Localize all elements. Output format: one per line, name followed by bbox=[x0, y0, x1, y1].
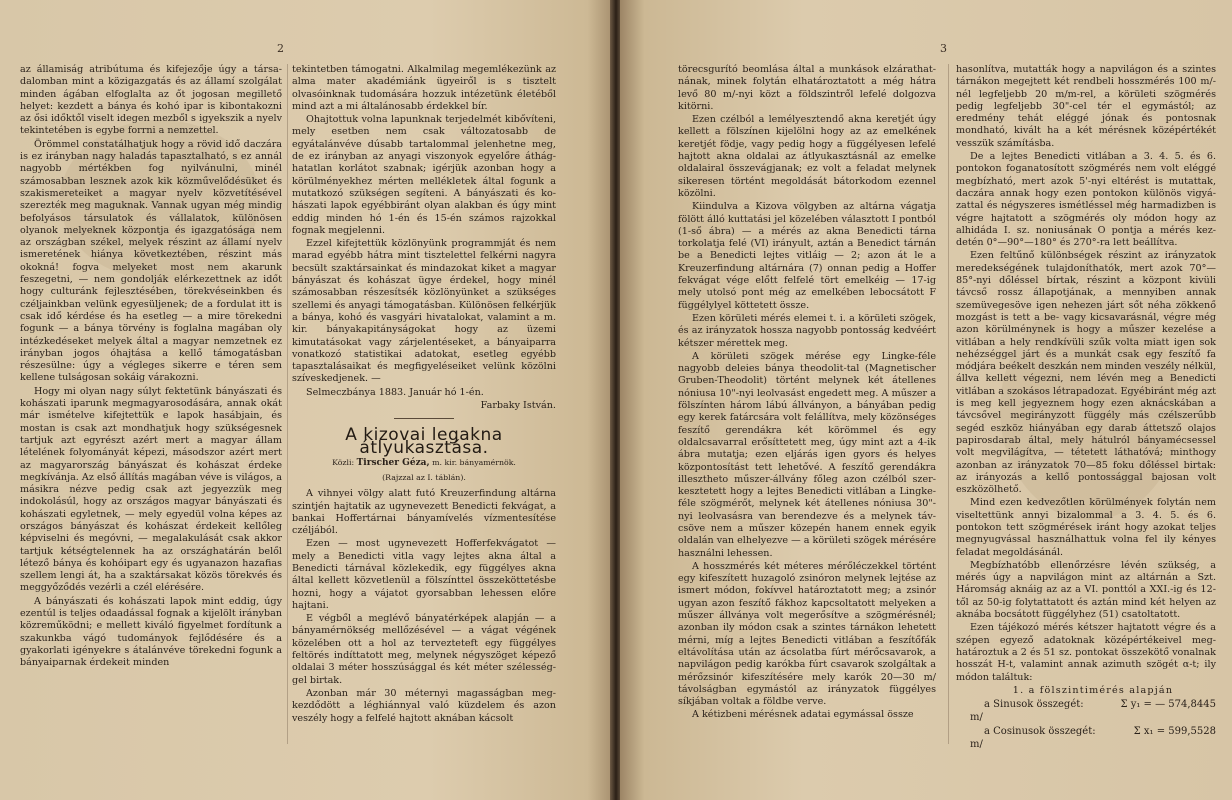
article-title: A kizovai legakna átlyukasztása. bbox=[345, 425, 503, 458]
page-number: 2 bbox=[277, 42, 284, 55]
paragraph: Ezen feltűnő különbségek részint az irányzatok meredekségének tulajdoníthatók, mert azok 70°—85°-nyi dőléssel bírtak, részint a központ kivüli távcső rossz állapotjának, a mennyiben annak szemüvegesöve igen nehezen járt sőt néha zökkenő mozgást is tett a be- vagy kicsavarásnál, végre még azon körülménynek is hogy a műszer kezelése a vitlában a hely rendkívüli szűk volta miatt igen sok nehézséggel járt és a munkát csak egy feszítő fa módjára beékelt deszkán nem minden veszély nélkül, állva kellett végezni, nem lévén meg a Benedicti vitlában a szokásos létrapadozat. Egyébiránt még azt is meg kell jegyeznem hogy ezen aknácskában a távcsővel megirányzott függély más czélszerűbb segéd eszköz hiányában egy darab áttetsző olajos papirosdarab által, mely hátulról bányamécsessel volt megvilágítva, — tétetett láthatóvá; minthogy azonban az irányzatok 70—85 foku dőléssel birtak: az irányozás a kellő pontossággal bajosan volt eszközölhető. bbox=[956, 250, 1216, 496]
paragraph: tekintetben támogatni. Alkalmilag megemlékezünk az alma mater akadémiánk ügyeiről is s tisztelt olvasóinknak tudomására hozzuk intézetünk életéből mind azt a mi általánosabb érdekkel bír. bbox=[292, 64, 556, 112]
left-page bbox=[0, 0, 612, 800]
section-heading: 1. a fölszintimérés alapján bbox=[1012, 684, 1174, 696]
paragraph: De a lejtes Benedicti vitlában a 3. 4. 5. és 6. pontokon foganatosított szögmérés nem volt eléggé megbízható, mert azok 5'-nyi eltérést is mutattak, daczára annak hogy ezen pontokon különös vigyázattal és négyszeres ismétléssel még harmadizben is végre hajtatott a szögmérés oly módon hogy az alhidáda I. sz. noniusának O pontja a mérés kezdetén 0°—90°—180° és 270°-ra lett beállítva. bbox=[956, 151, 1216, 249]
formula-line bbox=[956, 725, 1216, 751]
paragraph: az államiság atribútuma és kifejezője úgy a társadalomban mint a közigazgatás és az államí szolgálat minden ágában elfoglalta az őt jogosan megillető helyet: kezdett a bánya és kohó ipar is kibontakozni az ősi időktől viselt idegen mezből s igyekszik a nyelv tekintetében is egybe forrni a nemzettel. bbox=[20, 64, 282, 137]
paragraph: Megbízhatóbb ellenőrzésre lévén szükség, a mérés úgy a napvilágon mint az altárnán a Szt. Háromság aknáig az az a VI. ponttól a XXI.-ig és 12-től az 50-ig folytattatott és aztán mind két helyen az aknába bocsátott függélyhez (51) csatoltatott. bbox=[956, 559, 1216, 621]
column-divider bbox=[287, 64, 288, 744]
paragraph: Mind ezen kedvezőtlen körülmények folytán nem viseltettünk annyi bizalommal a 3. 4. 5. és 6. pontokon tett szögmérések iránt hogy azokat teljes megnyugvással használhattuk volna fel ily kényes feladat megoldásánál. bbox=[956, 497, 1216, 558]
formula-label: a Sinusok összegét: bbox=[984, 699, 1084, 711]
paragraph: hasonlítva, mutatták hogy a napvilágon és a szintes tárnákon megejtett két rendbeli hosszmérés 100 m/-nél legfeljebb 20 m/m-rel, a körületi szögmérés pedig legfeljebb 30"-cel tér el egymástól; az eredmény tehát eléggé jónak és pontosnak mondható, kivált ha a két mérésnek középértékét vesszük számításba. bbox=[956, 64, 1216, 149]
paragraph: E végből a meglévő bányatérképek alapján — a bányamérnökség mellőzésével — a vágat végének közelében ott a hol az tervezteteft egy függélyes feltörés indíttatott meg, melynek négyszöget képező oldalai 3 méter hosszúsággal és két méter szélességgel birtak. bbox=[292, 613, 556, 686]
paragraph: A hosszmérés két méteres mérőléczekkel történt egy kifeszített huzagoló zsinóron melynek lejtése az ismert módon, fokívvel határoztatott meg; a zsinór ugyan azon feszítő fákhoz kapcsoltatott melyeken a műszer állványa volt megerősítve a szögmérésnél; azonban ily módon csak a szintes tárnákon lehetett mérni, míg a lejtes Benedicti vitlában a feszítőfák eltávolítása után az ácsolatba fúrt mérőcsavarok, a napvilágon pedig karókba fúrt csavarok szolgáltak a mérőzsinór kifeszítésére mely karók 20—30 m/ távolságban egymástól az irányzatok függélyes síkjában voltak a földbe verve. bbox=[678, 560, 936, 708]
column-divider bbox=[948, 64, 949, 744]
byline-prefix: Közli: bbox=[332, 457, 355, 467]
formula-expression: Σ y₁ = — 574,8445 bbox=[1120, 699, 1216, 711]
article-subtitle: (Rajzzal az I. táblán). bbox=[382, 472, 466, 482]
formula-expression: Σ x₁ = 599,5528 bbox=[1133, 726, 1216, 738]
paragraph: törecsgurító beomlása által a munkások elzárathatnának, minek folytán elhatároztatott a még hátra levő 80 m/-nyi közt a földszintről lefelé dolgozva kitörni. bbox=[678, 64, 936, 112]
formula-unit: m/ bbox=[970, 712, 983, 724]
dateline: Selmeczbánya 1883. Január hó 1-én. bbox=[306, 386, 484, 398]
paragraph: Ohajtottuk volna lapunknak terjedelmét kibővíteni, mely esetben nem csak változatosabb de egyátalánvéve dúsabb tartalommal jelenhetne meg, de ez irányban az anyagi viszonyok egyelőre áthághatatlan korlátot szabnak; igérjük azonban hogy a körülményekhez mérten mellékletek által fogunk a mutatkozó szükségen segíteni. A bányászati és kohászati lapok egyébbiránt olyan alakban és úgy mint eddig minden hó 1-én és 15-én számos rajzokkal fognak megjelenni. bbox=[292, 114, 556, 236]
byline bbox=[292, 458, 556, 468]
paragraph: Azonban már 30 méternyi magasságban megkezdődött a léghiánnyal való küzdelem és azon veszély hogy a felfelé hajtott aknában kácsolt bbox=[292, 687, 556, 724]
paragraph: Ezzel kifejtettük közlönyünk programmját és nem marad egyébb hátra mint tisztelettel felkérni nagyra becsült szaktársainkat és mindazokat kiket a magyar bányászat és kohászat ügye érdekel, hogy minél számosabban részesítsék közlönyünket a szükséges szellemi és anyagi támogatásban. Különösen felkérjük a bánya, kohó és vasgyári hivatalokat, valamint a m. kir. bányakapitányságokat hogy az üzemi kimutatásokat vagy zárjelentéseket, a bányaiparra vonatkozó statistikai adatokat, esetleg egyébb tapasztalásaikat és megfigyeléseiket velünk közölni szíveskedjenek. — bbox=[292, 238, 556, 385]
paragraph: Kiindulva a Kizova völgyben az altárna vágatja fölött álló kuttatási jel közelében választott I pontból (1-ső ábra) — a mérés az akna Benedicti tárna torkolatja felé (VI) irányult, aztán a Benedict tárnán be a Benedicti lejtes vitláig — 2; azon át le a Kreuzerfindung altárnára (7) onnan pedig a Hoffer fekvágat vége előtt felfelé tört emelkéig — 17-ig mely utolsó pont még az emelkében lebocsátott F függélylyel köttetett össze. bbox=[678, 201, 936, 311]
right-column-1 bbox=[678, 64, 936, 722]
paragraph: Ezen tájékozó mérés kétszer hajtatott végre és a szépen egyező adatoknak középértékeivel meghatároztuk a 2 és 51 sz. pontokat összekötő vonalnak hosszát H-t, valamint annak azimuth szögét α-t; ily módon találtuk: bbox=[956, 622, 1216, 683]
paragraph: Ezen — most ugynevezett Hofferfekvágatot — mely a Benedicti vitla vagy lejtes akna által a Benedicti tárnával közlekedik, egy függélyes akna által kellett közvetlenül a fölszínttel összeköttetésbe hozni, hogy a vájatot gyorsabban lehessen előre hajtani. bbox=[292, 538, 556, 611]
formula-line bbox=[956, 698, 1216, 724]
signature: Farbaky István. bbox=[480, 400, 556, 412]
paragraph: Örömmel constatálhatjuk hogy a rövid idő daczára is ez irányban nagy haladás tapasztalható, s ez annál nagyobb mértékben fog nyilvánulni, minél számosabban lesznek azok kik közművelődésüket és szakismereteiket a magyar nyelv közvetítésével szerezték meg maguknak. Vannak ugyan még mindig befolyásos társulatok és vállalatok, különösen olyanok melyeknek központja és igazgatósága nem az országban székel, melyek részint az államí nyelv ismeretének hiánya következtében, részint más okokná! fogva melyeket most nem akarunk feszegetni, — nem gondolják elérkezettnek az időt hogy culturánk fejlesztésében, törekvéseinkben és czéljainkban velünk egyesüljenek; de a fordulat itt is csak idő kérdése és ha esetleg — a mire törekedni fogunk — a bánya törvény is foglalna magában oly intézkedéseket melyek által a magyar nemzetnek ez irányban jogos óhajtása a kellő támogatásban részesülne: úgy a végleges sikerre e téren sem kellene tulságosan sokáig várakozni. bbox=[20, 138, 282, 384]
paragraph: A vihnyei völgy alatt futó Kreuzerfindung altárna szintjén hajtatik az ugynevezett Benedicti fekvágat, a bankai Hoffertárnai bányamívelés vízmentesítése czéljából. bbox=[292, 488, 556, 537]
paragraph: A bányászati és kohászati lapok mint eddig, úgy ezentúl is teljes odaadással fognak a kijelölt irányban közreműködni; e mellett kiváló figyelmet fordítunk a szakunkba vágó tudományok fejlődésére és a gyakorlati igényekre s átalánvéve törekedni fogunk a bányaiparnak érdekeit minden bbox=[20, 595, 282, 669]
paragraph: A körületi szögek mérése egy Lingke-féle nagyobb deleies bánya theodolit-tal (Magnetischer Gruben-Theodolit) történt melynek két átellenes nóniusa 10"-nyi leolvasást engedett meg. A műszer a fölszínten három lábú állványon, a bányában pedig egy kerek fatárcsára volt felállítva, mely közönséges feszítő gerendákra két körömmel és egy oldalcsavarral erősíttetett meg, úgy mint azt a 4-ik ábra mutatja; ezen eljárás igen gyors és helyes központosítást tett lehetővé. A feszítő gerendákra illesztheto műszer-állvány főleg azon czélból szerkesztetett hogy a lejtes Benedicti vitlában a Lingke-féle szögmérőt, melynek két átellenes nóniusa 30"-nyi leolvasásra van berendezve és a melynek távcsöve nem a műszer közepén hanem ennek egyik oldalán van elhelyezve — a körületi szögek mérésére használni lehessen. bbox=[678, 350, 936, 559]
page-number: 3 bbox=[940, 42, 947, 55]
paragraph: Ezen czélból a lemélyesztendő akna keretjét úgy kellett a fölszínen kijelölni hogy az az emelkének keretjét födje, vagy pedig hogy a függélyesen lefelé hajtott akna oldalai az átlyukasztásnál az emelke oldalairal összevágjanak; ez volt a feladat melynek sikeresen történt megoldását bátorkodom ezennel közölni. bbox=[678, 114, 936, 199]
right-page bbox=[620, 0, 1232, 800]
paragraph: A kétizbeni mérésnek adatai egymással össze bbox=[692, 709, 914, 721]
paragraph: Ezen körületi mérés elemei t. i. a körületi szögek, és az irányzatok hossza nagyobb pontosság kedvéért kétszer mérettek meg. bbox=[678, 312, 936, 349]
formula-unit: m/ bbox=[970, 739, 983, 751]
formula-label: a Cosinusok összegét: bbox=[984, 726, 1096, 738]
right-column-2 bbox=[956, 64, 1216, 751]
left-column-2 bbox=[292, 64, 556, 725]
author-name: Tirscher Géza, bbox=[356, 457, 430, 468]
paragraph: Hogy mi olyan nagy súlyt fektetünk bányászati és kohászati iparunk megmagyarosodására, annak okát már ismételve kifejtettük e lapok hasábjain, és mostan is csak azt mondhatjuk hogy szükségesnek tartjuk azt egyrészt azért mert a magyar állam lételének folyományát képezi, másodszor azért mert az magyarország bányászat és kohászat érdeke megkívánja. Az első állítás magában véve is világos, a másikra nézve pedig csak azt jegyezzük meg indokolásúl, hogy az országos magyar bányászati és kohászati egyletnek, — mely egyedül volna képes az országos bányászat és kohászat érdekeit kellőleg képviselni és megóvni, — megalakulását csak akkor tartjuk kétségtelennek ha az országhatárán belől létező bánya és kohóipart egy és ugyanazon hazafias szellem lengi át, ha a szaktársakat közös törekvés és meggyőződés vezérli a czél elérésére. bbox=[20, 385, 282, 594]
separator-rule bbox=[394, 418, 454, 419]
author-title: m. kir. bányamérnök. bbox=[432, 457, 516, 467]
left-column-1 bbox=[20, 64, 282, 670]
